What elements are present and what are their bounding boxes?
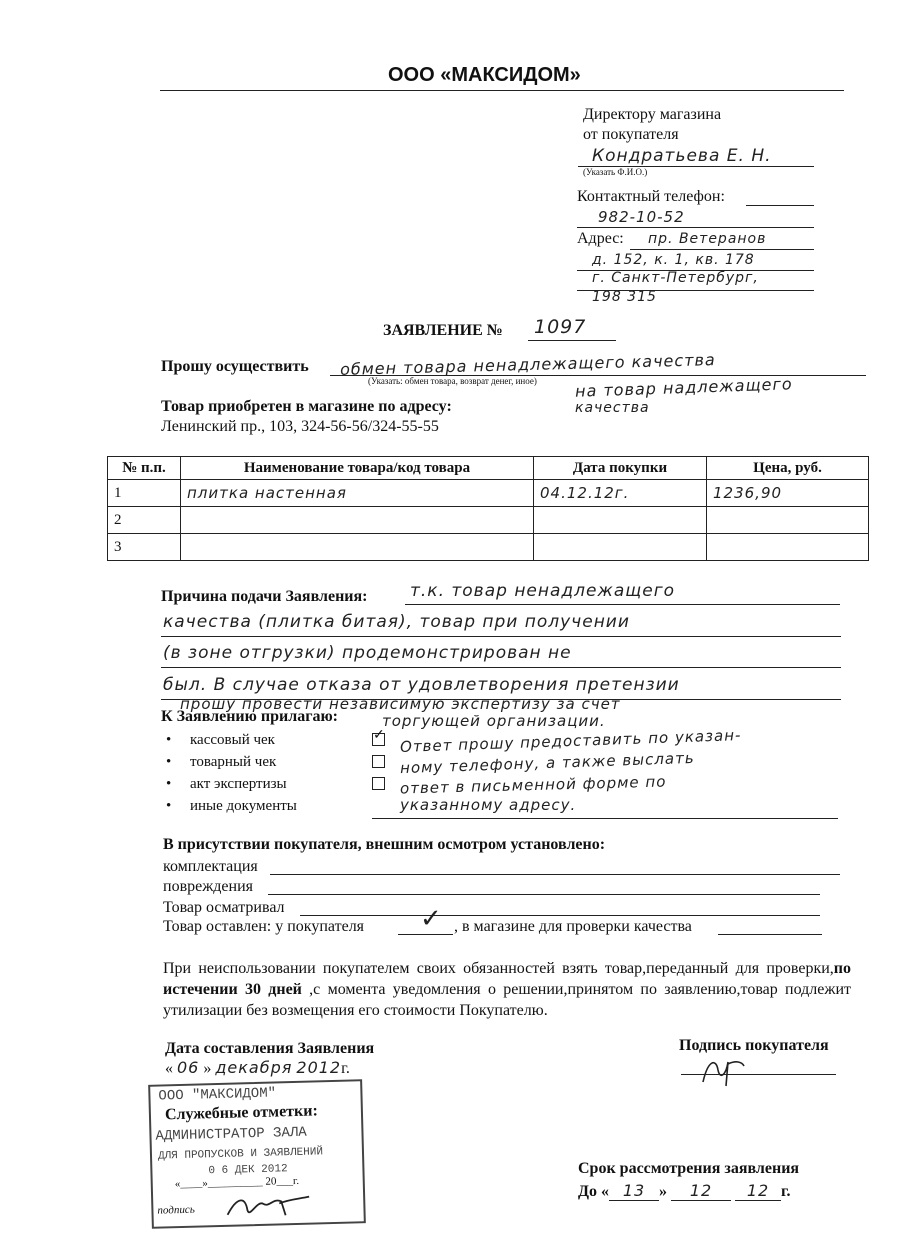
request-value-1: обмен товара ненадлежащего качества	[339, 350, 716, 379]
notice-text-2: ,с момента уведомления о решении,принятом по заявлению,товар подлежит утилизации без возмещения его стоимости Покупателю.	[163, 981, 851, 1019]
company-title: ООО «МАКСИДОМ»	[388, 64, 581, 86]
reason-line-10: указанному адресу.	[400, 796, 577, 814]
stamp-date: 0 6 ДЕК 2012	[208, 1163, 288, 1178]
customer-signature-icon	[698, 1050, 748, 1090]
stamp-sign-label: подпись	[157, 1203, 195, 1217]
stamp-company: ООО "МАКСИДОМ"	[158, 1085, 277, 1105]
row-number: 2	[108, 507, 181, 534]
row-date: 04.12.12г.	[534, 480, 707, 507]
stamp-service-label: Служебные отметки:	[164, 1102, 319, 1124]
inspection-rule-1	[270, 874, 840, 875]
stamp-date-blank: «____»__________ 20___г.	[174, 1174, 300, 1191]
date-suffix: г.	[341, 1060, 350, 1077]
inspection-field-4a: Товар оставлен: у покупателя	[163, 918, 365, 935]
statement-title: ЗАЯВЛЕНИЕ №	[383, 322, 503, 339]
inspection-field-1: комплектация	[163, 858, 258, 875]
row-number: 3	[108, 534, 181, 561]
phone-line-1	[746, 205, 814, 206]
col-header-number: № п.п.	[108, 457, 181, 480]
phone-line-2	[577, 227, 814, 228]
reason-line-4: был. В случае отказа от удовлетворения претензии	[163, 675, 680, 695]
reason-line-6: торгующей организации.	[382, 712, 606, 730]
attachments-label: К Заявлению прилагаю:	[161, 708, 339, 725]
row-price	[707, 507, 869, 534]
address-rule-1	[630, 249, 814, 250]
other-docs-line	[372, 818, 838, 819]
address-label: Адрес:	[577, 230, 624, 247]
inspection-field-2: повреждения	[163, 878, 253, 895]
deadline-mid: »	[659, 1183, 668, 1200]
inspection-rule-3	[300, 915, 820, 916]
row-price	[707, 534, 869, 561]
stamp-signature-icon	[223, 1189, 314, 1221]
phone-label: Контактный телефон:	[577, 188, 725, 205]
receipt-check-mark: ✓	[373, 728, 385, 743]
request-hint: (Указать: обмен товара, возврат денег, иное)	[368, 376, 537, 386]
row-number: 1	[108, 480, 181, 507]
request-value-3: качества	[575, 400, 650, 416]
inspection-rule-2	[268, 894, 820, 895]
notice-text-1: При неиспользовании покупателем своих обязанностей взять товар,переданный для проверки,	[163, 960, 834, 977]
addressee-line1: Директору магазина	[583, 106, 722, 123]
table-row	[108, 534, 869, 561]
attachment-item: • товарный чек	[190, 754, 276, 771]
statement-number-line	[528, 340, 616, 341]
store-address: Ленинский пр., 103, 324-56-56/324-55-55	[161, 418, 439, 435]
notice-paragraph	[163, 958, 851, 1021]
table-row	[108, 507, 869, 534]
date-close-quote: »	[203, 1060, 212, 1077]
reason-rule-2	[161, 636, 841, 637]
goods-table	[107, 456, 869, 561]
customer-name: Кондратьева Е. Н.	[592, 146, 772, 166]
statement-number: 1097	[534, 316, 587, 338]
service-stamp	[148, 1079, 366, 1229]
reason-line-2: качества (плитка битая), товар при получении	[163, 612, 630, 632]
stamp-line-2: ДЛЯ ПРОПУСКОВ И ЗАЯВЛЕНИЙ	[157, 1146, 324, 1163]
invoice-checkbox[interactable]	[372, 755, 385, 768]
table-header-row	[108, 457, 869, 480]
address-line-1: пр. Ветеранов	[648, 231, 767, 247]
row-name	[181, 507, 534, 534]
col-header-name: Наименование товара/код товара	[181, 457, 534, 480]
header-rule	[160, 90, 844, 91]
phone-value: 982-10-52	[598, 208, 685, 226]
reason-rule-3	[161, 667, 841, 668]
notice-deadline: по истечении 30 дней	[163, 960, 851, 998]
date-year: 2012	[296, 1058, 342, 1077]
date-label: Дата составления Заявления	[165, 1040, 375, 1057]
row-date	[534, 534, 707, 561]
store-label: Товар приобретен в магазине по адресу:	[161, 398, 452, 415]
left-with-customer-mark: ✓	[420, 904, 443, 934]
address-line-2: д. 152, к. 1, кв. 178	[592, 252, 755, 268]
request-label: Прошу осуществить	[161, 358, 309, 375]
reason-label: Причина подачи Заявления:	[161, 588, 368, 605]
date-value	[165, 1058, 350, 1078]
row-name	[181, 534, 534, 561]
date-month: декабря	[215, 1058, 293, 1077]
address-line-4: 198 315	[592, 289, 657, 305]
attachment-item: • акт экспертизы	[190, 776, 287, 793]
reason-line-7: Ответ прошу предоставить по указан-	[399, 726, 742, 756]
deadline-year: 12	[735, 1181, 781, 1201]
deadline-label: Срок рассмотрения заявления	[578, 1160, 800, 1177]
col-header-price: Цена, руб.	[707, 457, 869, 480]
signature-label: Подпись покупателя	[679, 1037, 829, 1054]
reason-line-5: прошу провести независимую экспертизу за счет	[180, 695, 621, 713]
inspection-rule-4b	[718, 934, 822, 935]
reason-line-1: т.к. товар ненадлежащего	[410, 581, 676, 601]
inspection-field-4b: , в магазине для проверки качества	[454, 918, 692, 935]
col-header-date: Дата покупки	[534, 457, 707, 480]
row-date	[534, 507, 707, 534]
deadline-prefix: До «	[578, 1183, 610, 1200]
deadline-day: 13	[609, 1181, 659, 1201]
attachment-item: • кассовый чек	[190, 732, 275, 749]
address-line-3: г. Санкт-Петербург,	[592, 270, 759, 286]
reason-line-9: ответ в письменной форме по	[399, 772, 667, 798]
deadline-month: 12	[671, 1181, 731, 1201]
row-price: 1236,90	[707, 480, 869, 507]
date-day: 06	[177, 1058, 200, 1077]
request-value-2: на товар надлежащего	[574, 374, 793, 401]
inspection-title: В присутствии покупателя, внешним осмотром установлено:	[163, 836, 606, 853]
inspection-rule-4a	[398, 934, 453, 935]
expertise-checkbox[interactable]	[372, 777, 385, 790]
deadline-suffix: г.	[781, 1183, 791, 1200]
attachment-item: • иные документы	[190, 798, 297, 815]
reason-rule-1	[405, 604, 840, 605]
inspection-field-3: Товар осматривал	[163, 899, 285, 916]
table-row	[108, 480, 869, 507]
reason-line-3: (в зоне отгрузки) продемонстрирован не	[163, 643, 572, 663]
addressee-line2: от покупателя	[583, 126, 679, 143]
deadline-value	[578, 1181, 790, 1201]
reason-line-8: ному телефону, а также выслать	[399, 748, 695, 778]
stamp-line-1: АДМИНИСТРАТОР ЗАЛА	[155, 1124, 307, 1145]
name-hint: (Указать Ф.И.О.)	[583, 167, 648, 177]
row-name: плитка настенная	[181, 480, 534, 507]
date-open-quote: «	[165, 1060, 173, 1077]
